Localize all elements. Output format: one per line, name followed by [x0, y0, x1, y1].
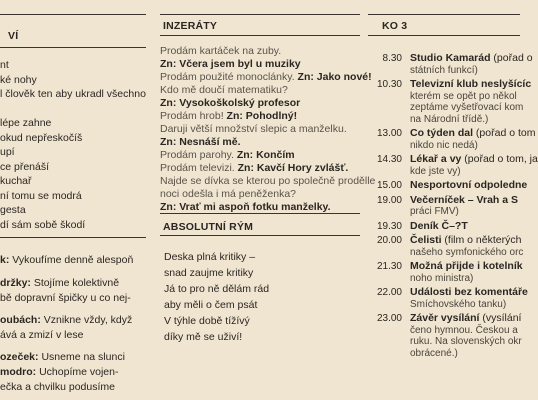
- schedule-note: (pořad o tom, ja: [461, 153, 538, 165]
- ad-text: Zn: Včera jsem byl u muziky: [160, 58, 301, 70]
- schedule-title: Televizní klub neslyšícíc: [410, 78, 532, 90]
- ad-line: [160, 109, 297, 123]
- ad-text: Najde se dívka se kterou po společně prodělle: [160, 175, 376, 187]
- definition-text: bě dopravní špičky u co nej-: [0, 292, 131, 304]
- schedule-title-line: [410, 286, 528, 299]
- list-item: l člověk ten aby ukradl všechno: [0, 88, 146, 100]
- schedule-title-line: [410, 179, 527, 192]
- schedule-time: 10.30: [376, 79, 402, 90]
- verse-line: díky mě se uživí!: [164, 331, 243, 343]
- ads-heading: INZERÁTY: [163, 20, 218, 32]
- schedule-time: 20.00: [376, 235, 402, 246]
- list-item: dí sám sobě škodí: [0, 218, 86, 231]
- ad-text: Prodám hrob!: [160, 110, 227, 122]
- schedule-title: Čelisti: [410, 234, 442, 246]
- ad-line: [160, 44, 281, 58]
- definition-text: ává a zmizí v lese: [0, 329, 84, 341]
- definition-text: ečka a chvilku podusíme: [0, 381, 115, 393]
- definition-line: [0, 350, 125, 364]
- ad-reply: Zn: Končím: [236, 149, 295, 161]
- ad-text: Prodám kartáček na zuby.: [160, 45, 282, 57]
- schedule-detail: nikdo nic nedá): [410, 139, 478, 151]
- list-item: ké nohy: [0, 73, 37, 86]
- ad-reply: Zn: Jako nové!: [297, 71, 372, 83]
- schedule-detail: zeptáme vyšetřovací kom: [410, 102, 524, 113]
- ad-line: [160, 57, 301, 71]
- schedule-title-line: [410, 260, 523, 273]
- schedule-detail: státních funkcí): [410, 64, 478, 76]
- schedule-title-line: [410, 234, 521, 247]
- definition-term: k:: [0, 254, 10, 266]
- schedule-time: 13.00: [376, 128, 402, 139]
- schedule-time: 8.30: [382, 53, 402, 64]
- ad-text: Daruji větší množství slepic a manželku.: [160, 123, 347, 135]
- schedule-detail: kde jste vy): [410, 165, 461, 177]
- definition-term: oubách:: [0, 314, 41, 326]
- ad-line: [160, 70, 372, 84]
- schedule-time: 15.00: [376, 180, 402, 191]
- schedule-detail: na Národní třídě.): [410, 113, 489, 125]
- ad-text: Zn: Vysokoškolský profesor: [160, 97, 301, 109]
- definition-line: [0, 276, 119, 290]
- top-rule: [368, 14, 520, 15]
- top-rule: [0, 14, 146, 15]
- ad-text: Zn: Nesnáší mě.: [160, 136, 241, 148]
- definition-term: modro:: [0, 366, 37, 378]
- column-ads: [160, 0, 376, 400]
- schedule-title-line: [410, 52, 533, 65]
- ad-line: [160, 122, 347, 136]
- ad-line: [160, 161, 348, 175]
- ad-text: Prodám použité monoclánky.: [160, 71, 298, 83]
- definition-line: [0, 313, 132, 327]
- schedule-title: Závěr vysílání: [410, 312, 480, 324]
- schedule-title-line: [410, 78, 531, 91]
- schedule-detail: noho ministra): [410, 272, 474, 284]
- definition-line: [0, 365, 118, 379]
- ad-text: Zn: Vrať mi aspoň fotku manželky.: [160, 201, 331, 213]
- ad-reply: Zn: Kavčí Hory zvlášť.: [237, 162, 349, 174]
- schedule-title: Co týden dal: [410, 127, 474, 139]
- ad-line: [160, 83, 288, 97]
- schedule-title-line: [410, 220, 468, 233]
- definition-line: [0, 291, 131, 305]
- definition-line: [0, 253, 133, 267]
- schedule-title-line: [410, 312, 521, 325]
- verse-line: V týhle době tížívý: [164, 315, 250, 327]
- schedule-title: Večerníček – Vrah a S: [410, 193, 518, 206]
- ad-line: [160, 148, 295, 162]
- rhyme-heading: ABSOLUTNÍ RÝM: [163, 221, 254, 233]
- verse-line: Já to pro ně dělám rád: [164, 283, 270, 295]
- schedule-title-line: [410, 127, 535, 140]
- schedule-detail: Smíchovského tanku): [410, 298, 507, 310]
- schedule-detail: čeno hymnou. Českou a: [410, 324, 518, 336]
- column-tv: [368, 0, 538, 400]
- schedule-title: Události bez komentáře: [410, 286, 528, 298]
- definition-text: Stojíme kolektivně: [30, 277, 120, 289]
- list-item: gesta: [0, 204, 26, 216]
- schedule-note: (film o některých: [441, 234, 522, 246]
- schedule-detail: práci FMV): [410, 206, 459, 217]
- verse-line: aby měli o čem psát: [164, 299, 258, 311]
- schedule-detail: ruku. Na slovenských okr: [410, 336, 522, 347]
- list-item: ce přenáší: [0, 160, 50, 173]
- schedule-title: Studio Kamarád: [410, 52, 491, 64]
- schedule-title-line: [410, 153, 538, 166]
- section-rule: [0, 237, 146, 238]
- list-item: okud nepřeskočíš: [0, 131, 83, 144]
- schedule-time: 22.00: [376, 287, 402, 298]
- schedule-title-line: [410, 194, 518, 207]
- ad-text: Prodám parohy.: [160, 149, 237, 161]
- ad-line: [160, 96, 300, 110]
- definition-term: držky:: [0, 277, 31, 289]
- schedule-time: 19.00: [376, 194, 402, 206]
- verse-line: snad zaujme kritiky: [164, 267, 254, 279]
- ad-text: Kdo mě doučí matematiku?: [160, 84, 288, 96]
- ad-line: [160, 187, 296, 201]
- definition-line: [0, 380, 115, 394]
- schedule-note: (pořad o: [490, 52, 533, 64]
- definition-text: Usneme na slunci: [38, 351, 125, 363]
- list-item: lépe zahne: [0, 117, 52, 129]
- definition-term: ozeček:: [0, 351, 39, 363]
- schedule-time: 23.00: [376, 313, 402, 324]
- ad-line: [160, 174, 375, 188]
- list-item: ní tomu se modrá: [0, 189, 82, 202]
- schedule-note: (vysílání: [479, 312, 522, 324]
- schedule-note: (pořad o tom: [473, 127, 536, 139]
- column-heading: VÍ: [8, 30, 19, 42]
- schedule-title: Nesportovní odpoledne: [410, 179, 528, 191]
- schedule-detail: kterém se opět po někol: [410, 90, 517, 102]
- schedule-time: 21.30: [376, 261, 402, 272]
- ad-text: Prodám televizi.: [160, 162, 238, 174]
- schedule-title: Deník Č–?T: [410, 219, 468, 232]
- schedule-time: 14.30: [376, 154, 402, 165]
- definition-text: Vykoufíme denně alespoň: [9, 254, 134, 266]
- heading-rule: [160, 35, 360, 36]
- schedule-time: 19.30: [376, 220, 402, 232]
- definition-line: [0, 328, 83, 342]
- column-left: [0, 0, 146, 400]
- schedule-detail: obrácené.): [410, 347, 458, 359]
- list-item: upí: [0, 146, 15, 158]
- list-item: kuchař: [0, 175, 32, 187]
- ad-text: noci odešla i má peněženka?: [160, 188, 297, 200]
- schedule-detail: našeho symfonického orc: [410, 246, 524, 258]
- heading-rule: [160, 235, 360, 236]
- schedule-title: Lékař a vy: [410, 153, 462, 165]
- heading-rule: [0, 47, 146, 48]
- list-item: nt: [0, 59, 9, 71]
- verse-line: Deska plná kritiky –: [164, 251, 256, 263]
- definition-text: Uchopíme vojen-: [36, 366, 119, 378]
- ad-line: [160, 200, 331, 214]
- heading-rule: [368, 35, 520, 36]
- ad-line: [160, 135, 241, 149]
- top-rule: [160, 14, 360, 15]
- tv-heading: KO 3: [382, 20, 408, 32]
- ad-reply: Zn: Pohodlný!: [226, 110, 298, 122]
- definition-text: Vznikne vždy, když: [40, 314, 133, 326]
- schedule-title: Možná přijde i kotelník: [410, 260, 523, 272]
- section-rule: [160, 213, 360, 214]
